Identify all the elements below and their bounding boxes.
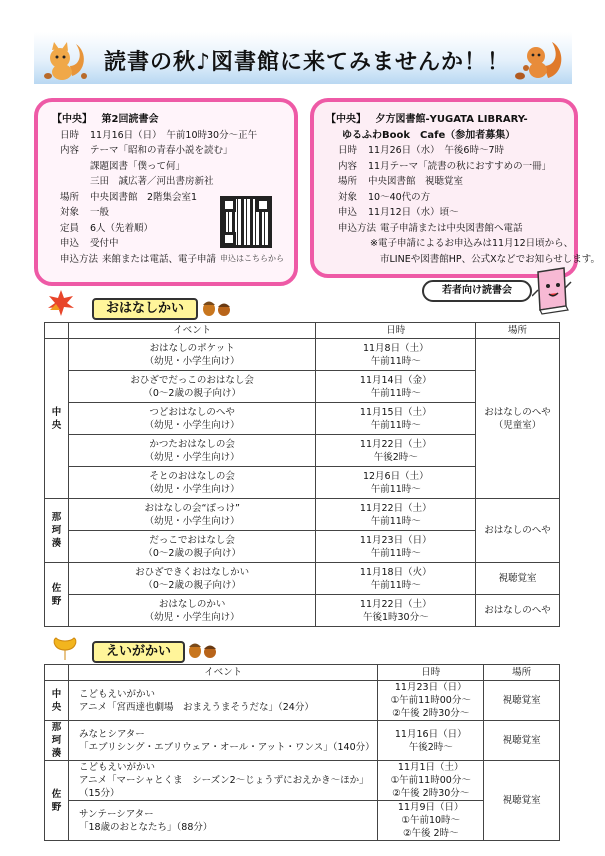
info-label: 申込 xyxy=(338,207,358,218)
info-value: 中央図書館 2階集会室1 xyxy=(90,191,198,203)
info-label: 対象 xyxy=(60,207,80,218)
info-label: 場所 xyxy=(60,191,80,203)
reading-club-heading xyxy=(52,112,284,128)
table-row xyxy=(45,563,560,595)
book-character-icon xyxy=(532,266,572,318)
table-row xyxy=(45,681,560,721)
date-cell: 11月23日（日） ①午前11時00分～ ②午後 2時30分～ xyxy=(378,681,484,721)
branch-header xyxy=(45,665,69,681)
event-cell: だっこでおはなし会 （0～2歳の親子向け） xyxy=(68,531,315,563)
movie-heading: えいがかい xyxy=(92,641,185,663)
info-label: 日時 xyxy=(60,129,80,141)
acorn-icon xyxy=(200,296,234,318)
info-row xyxy=(326,143,566,159)
info-label: 内容 xyxy=(60,145,80,156)
place-cell: 視聴覚室 xyxy=(484,721,560,761)
info-row xyxy=(52,174,284,190)
info-value: 10～40代の方 xyxy=(368,191,431,203)
date-cell: 11月8日（土） 午前11時～ xyxy=(316,339,476,371)
date-cell: 12月6日（土） 午前11時～ xyxy=(316,467,476,499)
info-value: 電子申請または中央図書館へ電話 xyxy=(380,222,523,234)
event-cell: サンテーシアター 「18歳のおとなたち」（88分） xyxy=(68,801,377,841)
event-cell: おひざでだっこのおはなし会 （0～2歳の親子向け） xyxy=(68,371,315,403)
event-cell: おはなしの会“ぽっけ” （幼児・小学生向け） xyxy=(68,499,315,531)
place-cell: 視聴覚室 xyxy=(484,761,560,841)
movie-table xyxy=(44,664,560,841)
info-row xyxy=(52,128,284,144)
place-header: 場所 xyxy=(476,323,560,339)
place-cell: 視聴覚室 xyxy=(484,681,560,721)
info-label xyxy=(52,174,90,190)
event-cell: こどもえいがかい アニメ「宮西達也劇場 おまえうまそうだな」（24分） xyxy=(68,681,377,721)
info-label: 定員 xyxy=(60,222,80,234)
place-cell: 視聴覚室 xyxy=(476,563,560,595)
info-value: 受付中 xyxy=(90,238,119,249)
branch-tag: 【中央】 xyxy=(52,114,92,125)
info-row xyxy=(52,159,284,175)
info-value: 課題図書「僕って何」 xyxy=(90,160,186,172)
event-header: イベント xyxy=(68,665,377,681)
info-label: 申込 xyxy=(60,238,80,249)
reading-club-title: 第2回読書会 xyxy=(101,114,159,125)
table-row xyxy=(45,721,560,761)
place-cell: おはなしのへや （児童室） xyxy=(476,339,560,499)
maple-leaf-icon xyxy=(46,288,76,318)
info-row xyxy=(326,221,566,237)
table-row xyxy=(45,801,560,841)
event-cell: つどおはなしのへや （幼児・小学生向け） xyxy=(68,403,315,435)
note-line-1: ※電子申請によるお申込みは11月12日頃から、 xyxy=(370,238,574,249)
date-cell: 11月23日（日） 午前11時～ xyxy=(316,531,476,563)
date-cell: 11月22日（土） 午後1時30分～ xyxy=(316,595,476,627)
info-label: 日時 xyxy=(338,145,358,156)
info-label xyxy=(52,159,90,175)
title-banner xyxy=(34,32,572,84)
info-value: 中央図書館 視聴覚室 xyxy=(368,176,464,187)
date-header: 日時 xyxy=(378,665,484,681)
info-value: 来館または電話、電子申請 xyxy=(102,253,217,265)
table-row xyxy=(45,499,560,531)
info-row xyxy=(326,190,566,206)
young-adult-bubble: 若者向け読書会 xyxy=(422,280,532,302)
event-cell: みなとシアター 「エブリシング・エブリウェア・オール・アット・ワンス」（140分） xyxy=(68,721,377,761)
branch-tag: 【中央】 xyxy=(326,114,366,125)
yugata-heading xyxy=(326,112,566,128)
info-label: 申込方法 xyxy=(338,222,377,234)
event-cell: そとのおはなしの会 （幼児・小学生向け） xyxy=(68,467,315,499)
squirrel-right-icon xyxy=(512,38,568,82)
place-cell: おはなしのへや xyxy=(476,595,560,627)
info-value: 6人（先着順） xyxy=(90,222,154,234)
event-header: イベント xyxy=(68,323,315,339)
branch-cell: 那 珂 湊 xyxy=(45,721,69,761)
acorn-icon xyxy=(186,638,220,660)
date-cell: 11月1日（土） ①午前11時00分～ ②午後 2時30分～ xyxy=(378,761,484,801)
info-value: 11月テーマ「読書の秋におすすめの一冊」 xyxy=(368,160,552,172)
branch-header xyxy=(45,323,69,339)
yugata-title: 夕方図書館-YUGATA LIBRARY- xyxy=(375,114,528,125)
date-cell: 11月14日（金） 午前11時～ xyxy=(316,371,476,403)
table-row xyxy=(45,761,560,801)
info-label: 場所 xyxy=(338,176,358,187)
info-row xyxy=(326,159,566,175)
storytime-table xyxy=(44,322,560,627)
event-cell: おはなしのポケット （幼児・小学生向け） xyxy=(68,339,315,371)
date-cell: 11月16日（日） 午後2時～ xyxy=(378,721,484,761)
table-row xyxy=(45,339,560,371)
event-cell: かつたおはなしの会 （幼児・小学生向け） xyxy=(68,435,315,467)
qr-caption: 申込はこちらから xyxy=(220,254,284,263)
info-value: テーマ「昭和の青春小説を読む」 xyxy=(90,145,233,156)
info-row xyxy=(326,205,566,221)
note-line-2: 市LINEや図書館HP、公式Xなどでお知らせします。 xyxy=(380,253,601,265)
branch-cell: 佐 野 xyxy=(45,563,69,627)
ginkgo-leaf-icon xyxy=(50,636,80,662)
date-cell: 11月9日（日） ①午前10時～ ②午後 2時～ xyxy=(378,801,484,841)
date-header: 日時 xyxy=(316,323,476,339)
date-cell: 11月15日（土） 午前11時～ xyxy=(316,403,476,435)
info-value: 11月26日（水） 午後6時～7時 xyxy=(368,145,505,156)
info-row xyxy=(52,143,284,159)
branch-cell: 中 央 xyxy=(45,681,69,721)
info-label: 対象 xyxy=(338,191,358,203)
event-cell: おひざできくおはなしかい （0～2歳の親子向け） xyxy=(68,563,315,595)
yugata-subtitle: ゆるふわBook Cafe（参加者募集） xyxy=(342,129,516,141)
reading-club-box xyxy=(34,98,298,286)
table-row xyxy=(45,595,560,627)
date-cell: 11月22日（土） 午前11時～ xyxy=(316,499,476,531)
event-cell: こどもえいがかい アニメ「マーシャとくま シーズン2～じょうずにおえかき～ほか」 （15分） xyxy=(68,761,377,801)
branch-cell: 佐 野 xyxy=(45,761,69,841)
info-label: 内容 xyxy=(338,160,358,172)
info-label: 申込方法 xyxy=(60,253,99,265)
info-value: 三田 誠広著／河出書房新社 xyxy=(90,176,214,187)
branch-cell: 那 珂 湊 xyxy=(45,499,69,563)
place-header: 場所 xyxy=(484,665,560,681)
date-cell: 11月18日（火） 午前11時～ xyxy=(316,563,476,595)
info-row xyxy=(326,174,566,190)
yugata-library-box xyxy=(310,98,601,278)
info-value: 11月16日（日） 午前10時30分～正午 xyxy=(90,129,258,141)
date-cell: 11月22日（土） 午後2時～ xyxy=(316,435,476,467)
branch-cell: 中 央 xyxy=(45,339,69,499)
info-value: 11月12日（水）頃～ xyxy=(368,207,459,218)
page-title: 読書の秋♪図書館に来てみませんか！！ xyxy=(104,50,511,75)
event-cell: おはなしのかい （幼児・小学生向け） xyxy=(68,595,315,627)
squirrel-left-icon xyxy=(42,36,90,82)
info-value: 一般 xyxy=(90,207,110,218)
place-cell: おはなしのへや xyxy=(476,499,560,563)
storytime-heading: おはなしかい xyxy=(92,298,198,320)
qr-code[interactable] xyxy=(220,196,272,248)
